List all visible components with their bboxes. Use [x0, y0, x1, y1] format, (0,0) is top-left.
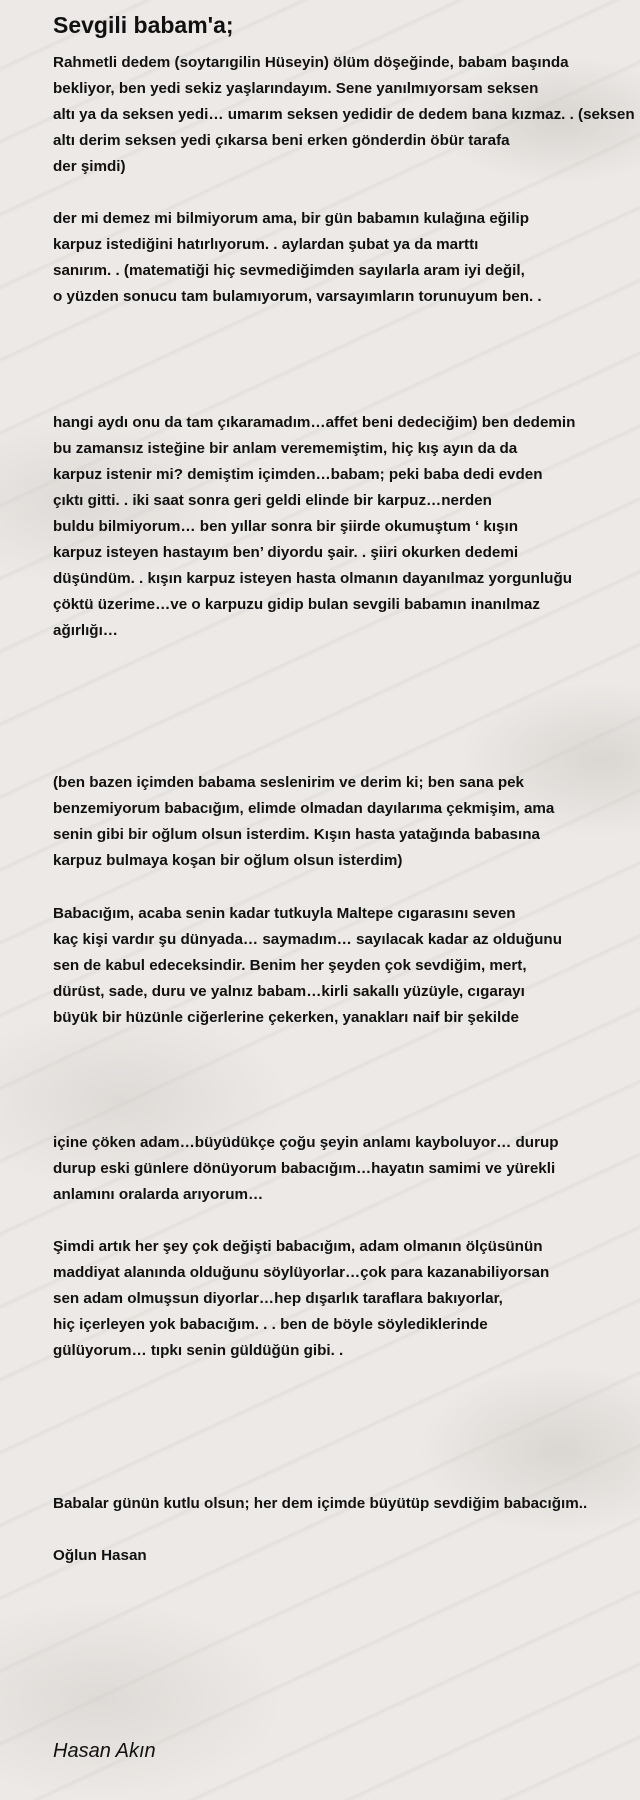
stanza-1 — [53, 50, 635, 180]
poem-line: sanırım. . (matematiği hiç sevmediğimden sayılarla aram iyi değil, — [53, 262, 525, 279]
poem-line: altı ya da seksen yedi… umarım seksen yedidir de dedem bana kızmaz. . (seksen — [53, 106, 635, 123]
poem-line: ağırlığı… — [53, 622, 118, 639]
poem-line: Oğlun Hasan — [53, 1547, 147, 1564]
poem-line: benzemiyorum babacığım, elimde olmadan dayılarıma çekmişim, ama — [53, 800, 555, 817]
poem-line: çöktü üzerime…ve o karpuzu gidip bulan sevgili babamın inanılmaz — [53, 596, 540, 613]
poem-line: durup eski günlere dönüyorum babacığım…hayatın samimi ve yürekli — [53, 1160, 556, 1177]
poem-title: Sevgili babam'a; — [53, 12, 234, 38]
poem-line: hangi aydı onu da tam çıkaramadım…affet beni dedeciğim) ben dedemin — [53, 414, 576, 431]
poem-line: karpuz istediğini hatırlıyorum. . aylardan şubat ya da marttı — [53, 236, 479, 253]
poem-line: Şimdi artık her şey çok değişti babacığım, adam olmanın ölçüsünün — [53, 1238, 543, 1255]
poem-line: gülüyorum… tıpkı senin güldüğün gibi. . — [53, 1342, 344, 1359]
stanza-6 — [53, 1130, 559, 1208]
poem-line: kaç kişi vardır şu dünyada… saymadım… sayılacak kadar az olduğunu — [53, 931, 562, 948]
poem-line: altı derim seksen yedi çıkarsa beni erken gönderdin öbür tarafa — [53, 132, 510, 149]
poem-line: sen adam olmuşsun diyorlar…hep dışarlık taraflara bakıyorlar, — [53, 1290, 503, 1307]
poem-line: o yüzden sonucu tam bulamıyorum, varsayımların torunuyum ben. . — [53, 288, 542, 305]
stanza-8 — [53, 1491, 587, 1517]
signature-line — [53, 1543, 147, 1569]
stanza-5 — [53, 901, 562, 1031]
poem-line: karpuz istenir mi? demiştim içimden…babam; peki baba dedi evden — [53, 466, 543, 483]
poem-line: sen de kabul edeceksindir. Benim her şeyden çok sevdiğim, mert, — [53, 957, 527, 974]
poem-line: karpuz isteyen hastayım ben’ diyordu şair. . şiiri okurken dedemi — [53, 544, 519, 561]
poem-line: bu zamansız isteğine bir anlam verememiştim, hiç kış ayın da da — [53, 440, 518, 457]
poem-line: Babacığım, acaba senin kadar tutkuyla Maltepe cıgarasını seven — [53, 905, 516, 922]
poem-line: Babalar günün kutlu olsun; her dem içimde büyütüp sevdiğim babacığım.. — [53, 1495, 588, 1512]
poem-author: Hasan Akın — [53, 1740, 156, 1762]
poem-line: der mi demez mi bilmiyorum ama, bir gün babamın kulağına eğilip — [53, 210, 529, 227]
poem-line: çıktı gitti. . iki saat sonra geri geldi elinde bir karpuz…nerden — [53, 492, 492, 509]
poem-line: karpuz bulmaya koşan bir oğlum olsun isterdim) — [53, 852, 403, 869]
poem-line: dürüst, sade, duru ve yalnız babam…kirli sakallı yüzüyle, cıgarayı — [53, 983, 525, 1000]
poem-line: içine çöken adam…büyüdükçe çoğu şeyin anlamı kayboluyor… durup — [53, 1134, 559, 1151]
poem-line: Rahmetli dedem (soytarıgilin Hüseyin) ölüm döşeğinde, babam başında — [53, 54, 569, 71]
poem-line: buldu bilmiyorum… ben yıllar sonra bir şiirde okumuştum ‘ kışın — [53, 518, 518, 535]
stanza-7 — [53, 1234, 549, 1364]
stanza-3 — [53, 410, 575, 644]
poem-line: düşündüm. . kışın karpuz isteyen hasta olmanın dayanılmaz yorgunluğu — [53, 570, 573, 587]
poem-line: büyük bir hüzünle ciğerlerine çekerken, yanakları naif bir şekilde — [53, 1009, 519, 1026]
poem-line: (ben bazen içimden babama seslenirim ve derim ki; ben sana pek — [53, 774, 524, 791]
stanza-2 — [53, 206, 542, 310]
poem-line: der şimdi) — [53, 158, 126, 175]
stanza-4 — [53, 770, 554, 874]
poem-line: maddiyat alanında olduğunu söylüyorlar…çok para kazanabiliyorsan — [53, 1264, 550, 1281]
poem-line: bekliyor, ben yedi sekiz yaşlarındayım. Sene yanılmıyorsam seksen — [53, 80, 539, 97]
poem-line: anlamını oralarda arıyorum… — [53, 1186, 264, 1203]
poem-line: hiç içerleyen yok babacığım. . . ben de böyle söylediklerinde — [53, 1316, 488, 1333]
poem-line: senin gibi bir oğlum olsun isterdim. Kışın hasta yatağında babasına — [53, 826, 540, 843]
